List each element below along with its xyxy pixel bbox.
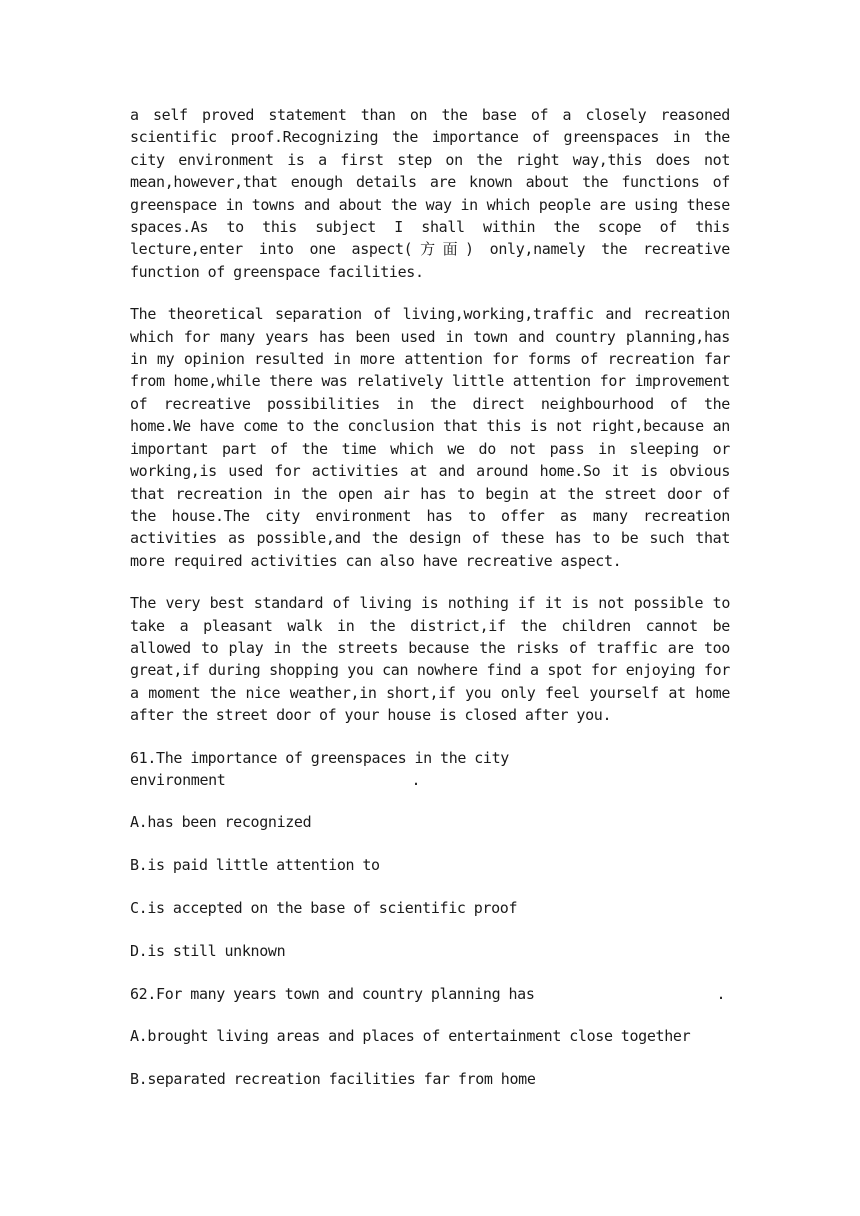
question-62 (130, 983, 730, 1091)
question-62-stem (130, 983, 730, 1005)
question-61-option-c: C.is accepted on the base of scientific proof (130, 898, 518, 917)
question-62-end: . (716, 984, 726, 1003)
passage-paragraph-3: The very best standard of living is nothing if it is not possible to take a pleasant walk in the district,if the children cannot be allowed to play in the streets because the risks of traffic are too great,if during shopping you can nowhere find a spot for enjoying for a moment the nice weather,in short,if you only feel yourself at home after the street door of your house is closed after you. (130, 594, 730, 725)
question-61-option-b: B.is paid little attention to (130, 856, 380, 875)
question-61-end: . (411, 770, 421, 789)
question-62-option-b: B.separated recreation facilities far from home (130, 1069, 536, 1088)
question-61 (130, 747, 730, 963)
passage-paragraph-2: The theoretical separation of living,working,traffic and recreation which for many years has been used in town and country planning,has in my opinion resulted in more attention for forms of recreation far from home,while there was relatively little attention for improvement of recreative possibilities in the direct neighbourhood of the home.We have come to the conclusion that this is not right,because an important part of the time which we do not pass in sleeping or working,is used for activities at and around home.So it is obvious that recreation in the open air has to begin at the street door of the house.The city environment has to offer as many recreation activities as possible,and the design of these has to be such that more required activities can also have recreative aspect. (130, 305, 730, 570)
passage-paragraph-1: a self proved statement than on the base of a closely reasoned scientific proof.Recognizing the importance of greenspaces in the city environment is a first step on the right way,this does not mean,however,that enough details are known about the functions of greenspace in towns and about the way in which people are using these spaces.As to this subject I shall within the scope of this lecture,enter into one aspect(方面) only,namely the recreative function of greenspace facilities. (130, 106, 730, 281)
question-61-option-d: D.is still unknown (130, 941, 286, 960)
document-page (130, 104, 730, 1111)
question-61-text: 61.The importance of greenspaces in the city environment (130, 748, 509, 789)
question-62-option-a: A.brought living areas and places of entertainment close together (130, 1026, 691, 1045)
question-61-stem (130, 747, 520, 792)
question-61-option-a: A.has been recognized (130, 813, 312, 832)
question-62-text: 62.For many years town and country planning has (130, 984, 535, 1003)
